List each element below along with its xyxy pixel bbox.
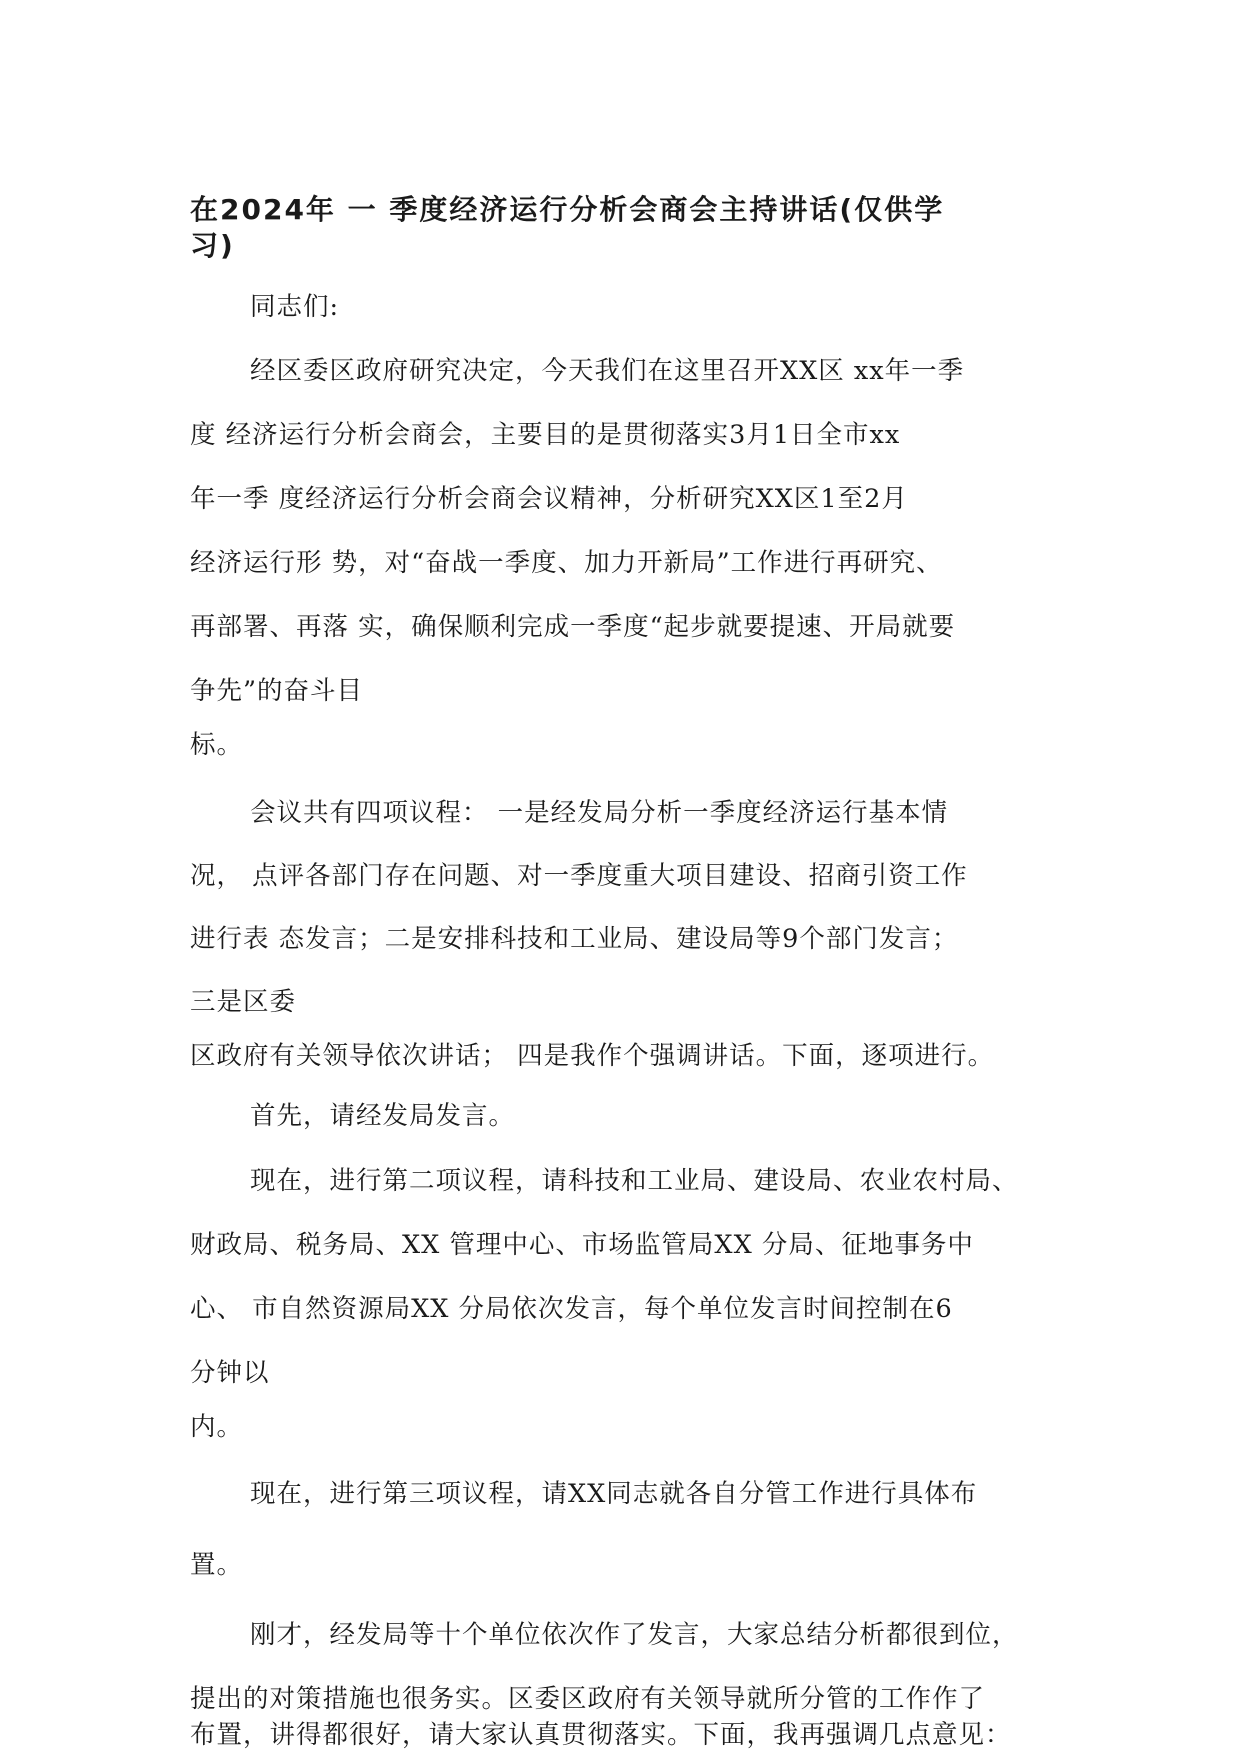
paragraph-line: 况， 点评各部门存在问题、对一季度重大项目建设、招商引资工作 xyxy=(190,861,968,891)
paragraph-line: 标。 xyxy=(190,730,244,760)
paragraph-line: 进行表 态发言；二是安排科技和工业局、建设局等9个部门发言； xyxy=(190,924,959,954)
paragraph-line: 刚才，经发局等十个单位依次作了发言，大家总结分析都很到位， xyxy=(250,1620,1019,1650)
salutation: 同志们: xyxy=(250,292,340,322)
paragraph-line: 经济运行形 势，对“奋战一季度、加力开新局”工作进行再研究、 xyxy=(190,548,943,578)
title-line-2: 习) xyxy=(190,229,235,262)
paragraph-line: 度 经济运行分析会商会，主要目的是贯彻落实3月1日全市xx xyxy=(190,420,901,450)
paragraph-line: 经区委区政府研究决定，今天我们在这里召开XX区 xx年一季 xyxy=(250,356,965,386)
paragraph-line: 置。 xyxy=(190,1550,244,1580)
paragraph-line: 现在，进行第三项议程，请XX同志就各自分管工作进行具体布 xyxy=(250,1479,978,1509)
paragraph-line: 内。 xyxy=(190,1412,244,1442)
paragraph-line: 年一季 度经济运行分析会商会议精神，分析研究XX区1至2月 xyxy=(190,484,908,514)
paragraph-line: 争先”的奋斗目 xyxy=(190,676,364,706)
paragraph-line: 首先，请经发局发言。 xyxy=(250,1101,516,1131)
paragraph-line: 现在，进行第二项议程，请科技和工业局、建设局、农业农村局、 xyxy=(250,1166,1019,1196)
title-line-1: 在2024年 一 季度经济运行分析会商会主持讲话(仅供学 xyxy=(190,193,945,226)
paragraph-line: 区政府有关领导依次讲话； 四是我作个强调讲话。下面，逐项进行。 xyxy=(190,1041,995,1071)
paragraph-line: 再部署、再落 实，确保顺利完成一季度“起步就要提速、开局就要 xyxy=(190,612,956,642)
paragraph-line: 提出的对策措施也很务实。区委区政府有关领导就所分管的工作作了 xyxy=(190,1684,986,1714)
document-title xyxy=(190,192,1070,264)
paragraph-line: 心、 市自然资源局XX 分局依次发言，每个单位发言时间控制在6 xyxy=(190,1294,953,1324)
paragraph-line: 财政局、税务局、XX 管理中心、市场监管局XX 分局、征地事务中 xyxy=(190,1230,974,1260)
paragraph-line: 布置，讲得都很好，请大家认真贯彻落实。下面，我再强调几点意见： xyxy=(190,1720,1012,1750)
paragraph-line: 分钟以 xyxy=(190,1358,270,1388)
paragraph-line: 会议共有四项议程： 一是经发局分析一季度经济运行基本情 xyxy=(250,798,949,828)
paragraph-line: 三是区委 xyxy=(190,987,297,1017)
